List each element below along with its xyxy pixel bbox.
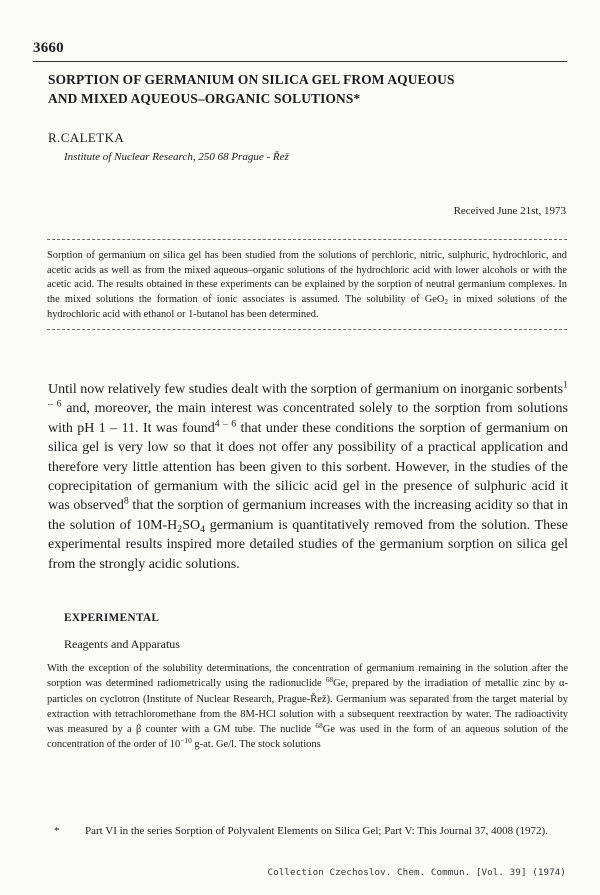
title-line-1: SORPTION OF GERMANIUM ON SILICA GEL FROM AQUEOUS [48, 72, 455, 87]
section-heading-experimental: EXPERIMENTAL [64, 612, 160, 624]
experimental-paragraph [47, 661, 568, 753]
author-name: R.CALETKA [48, 130, 125, 145]
experimental-text-part: g-at. Ge/l. The stock solutions [191, 739, 321, 751]
author-affiliation: Institute of Nuclear Research, 250 68 Prague - Řež [64, 151, 289, 163]
abstract-box [47, 239, 567, 330]
intro-text-part: SO [182, 517, 201, 533]
header-rule [33, 61, 567, 62]
abstract-text [47, 249, 567, 323]
abstract-text-part: in mixed solutions of the hydrochloric acid with ethanol or 1-butanol has been determined. [47, 294, 567, 320]
footnote-marker: * [54, 825, 60, 837]
experimental-text-part: Ge was used in the form of an aqueous solution of the concentration of the order of 10 [47, 724, 568, 751]
footnote [54, 824, 564, 839]
nuclide-superscript: 68 [315, 721, 323, 731]
formula-subscript: 2 [177, 523, 183, 535]
intro-text-part: and, moreover, the main interest was concentrated solely to the sorption from solutions with pH 1 – 11. It was found [48, 401, 568, 436]
subsection-heading-reagents: Reagents and Apparatus [64, 637, 180, 651]
title-line-2: AND MIXED AQUEOUS–ORGANIC SOLUTIONS* [48, 91, 361, 106]
experimental-text-part: With the exception of the solubility determinations, the concentration of germanium remaining in the solution after the sorption was determined radiometrically using the radionuclide [47, 663, 568, 690]
reference-superscript: 4 – 6 [214, 418, 237, 430]
reference-superscript: 1 – 6 [48, 379, 568, 411]
intro-text-part: germanium is quantitatively removed from the solution. These experimental results inspired more detailed studies of the germanium sorption on silica gel from the strongly acidic solutions. [48, 517, 568, 572]
abstract-subscript: 2 [444, 298, 449, 307]
article-title [48, 70, 548, 108]
abstract-text-part: Sorption of germanium on silica gel has been studied from the solutions of perchloric, nitric, sulphuric, hydrochloric, and acetic acids as well as from the mixed aqueous–organic solutions of the hydrochloric acid with lower alcohols or with the acetic acid. The results obtained in these experiments can be explained by the sorption of neutral germanium complexes. In the mixed solutions the formation of ionic associates is assumed. The solubility of GeO [47, 250, 567, 306]
experimental-text-part: Ge, prepared by the irradiation of metallic zinc by α-particles on cyclotron (Institute of Nuclear Research, Prague-Řež). Germanium was separated from the target material by extraction with tetrachloromethane from the 8M-HCl solution with a subsequent reextraction by water. The radioactivity was measured by a β counter with a GM tube. The nuclide [47, 678, 568, 736]
reference-superscript: 8 [123, 496, 129, 508]
formula-subscript: 4 [200, 523, 206, 535]
footnote-text: Part VI in the series Sorption of Polyvalent Elements on Silica Gel; Part V: This Journal 37, 4008 (1972). [85, 825, 548, 837]
intro-text-part: Until now relatively few studies dealt with the sorption of germanium on inorganic sorbents [48, 382, 564, 397]
introduction-paragraph [48, 380, 568, 574]
exponent-superscript: −10 [180, 736, 192, 746]
page-number: 3660 [33, 40, 64, 56]
received-date: Received June 21st, 1973 [453, 205, 566, 217]
intro-text-part: that under these conditions the sorption of germanium on silica gel is very low so that it does not offer any possibility of a practical application and therefore very little attention has been given to this sorbent. However, in the studies of the coprecipitation of germanium with the silicic acid gel in the presence of sulphuric acid it was observed [48, 420, 569, 514]
nuclide-superscript: 68 [325, 675, 334, 685]
journal-citation-footer: Collection Czechoslov. Chem. Commun. [Vol. 39] (1974) [267, 867, 566, 878]
intro-text-part: that the sorption of germanium increases with the increasing acidity so that in the solution of 10M-H [48, 498, 568, 533]
